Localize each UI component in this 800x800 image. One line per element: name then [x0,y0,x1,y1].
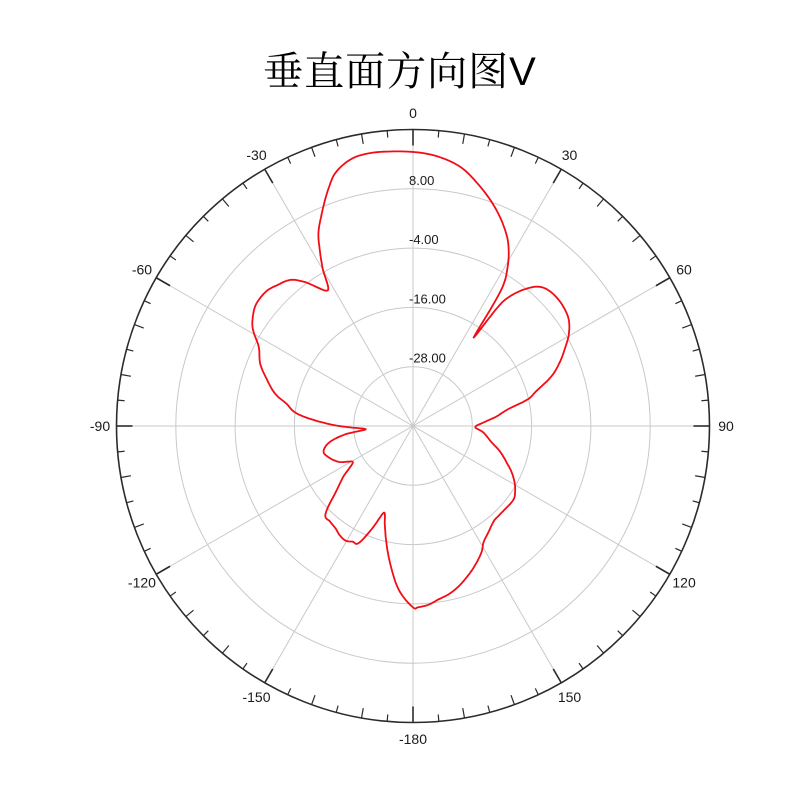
angle-tick [222,645,228,653]
angle-tick [127,349,134,351]
angle-tick [127,501,134,503]
radial-ring-label: -16.00 [409,291,446,307]
angle-tick [695,375,705,377]
angle-tick [463,708,465,718]
angle-tick [579,663,583,669]
angle-tick [243,663,247,669]
angle-tick [682,325,691,328]
angle-tick [682,524,691,527]
angle-label: -150 [242,689,271,706]
angle-tick [203,216,208,221]
radial-ring-label: 8.00 [409,172,435,188]
angle-tick [118,400,125,401]
angle-tick [701,451,708,452]
angle-tick [438,714,439,721]
angle-tick [511,695,514,704]
angle-tick [650,256,656,260]
angle-tick [186,610,194,616]
angle-tick [511,147,514,156]
angle-tick [553,669,561,683]
angle-tick [144,301,150,304]
angle-tick [387,131,388,138]
angle-label: 120 [672,574,696,591]
angle-tick [288,157,291,163]
angle-tick [134,524,143,527]
angle-tick [186,235,194,241]
angle-tick [675,548,681,551]
angle-tick [632,235,640,241]
angle-tick [597,645,603,653]
angle-label: 90 [718,418,734,434]
angle-label: -120 [127,574,156,591]
angle-tick [387,714,388,721]
angle-tick [203,631,208,636]
angle-tick [535,157,538,163]
radial-ring-label: -28.00 [409,350,446,366]
angle-tick [695,476,705,478]
angle-tick [656,278,670,286]
angle-label: -180 [398,731,428,747]
angle-tick [693,501,700,503]
angle-tick [170,592,176,596]
angle-tick [312,695,315,704]
angle-label: -30 [246,146,267,163]
angle-tick [701,400,708,401]
angle-label: 150 [557,689,582,706]
angle-tick [362,134,364,144]
angle-tick [121,375,131,377]
angle-tick [618,216,623,221]
angle-tick [288,688,291,694]
angle-tick [121,476,131,478]
angle-tick [265,669,273,683]
angle-tick [579,183,583,189]
angle-label: -90 [89,418,111,434]
angle-tick [675,301,681,304]
angle-tick [312,147,315,156]
angle-tick [553,169,561,183]
angle-tick [463,134,465,144]
angle-tick [535,688,538,694]
angle-tick [336,140,338,147]
angle-tick [118,451,125,452]
angle-tick [144,548,150,551]
angle-label: 60 [676,261,692,278]
angle-tick [656,566,670,574]
angle-tick [488,140,490,147]
radial-ring-label: -4.00 [409,232,439,248]
angle-tick [222,199,228,207]
chart-title: 垂直面方向图V [263,50,537,94]
angle-tick [693,349,700,351]
angle-label: 30 [561,146,578,163]
angle-label: 0 [409,105,417,121]
angle-tick [265,169,273,183]
angle-tick [597,199,603,207]
angle-tick [618,631,623,636]
angle-tick [650,592,656,596]
angle-tick [156,278,170,286]
angle-tick [438,131,439,138]
angle-tick [488,706,490,713]
angle-tick [134,325,143,328]
angle-tick [170,256,176,260]
angle-tick [336,706,338,713]
angle-tick [156,566,170,574]
angle-tick [632,610,640,616]
angle-tick [362,708,364,718]
angle-tick [243,183,247,189]
angle-label: -60 [131,261,153,278]
